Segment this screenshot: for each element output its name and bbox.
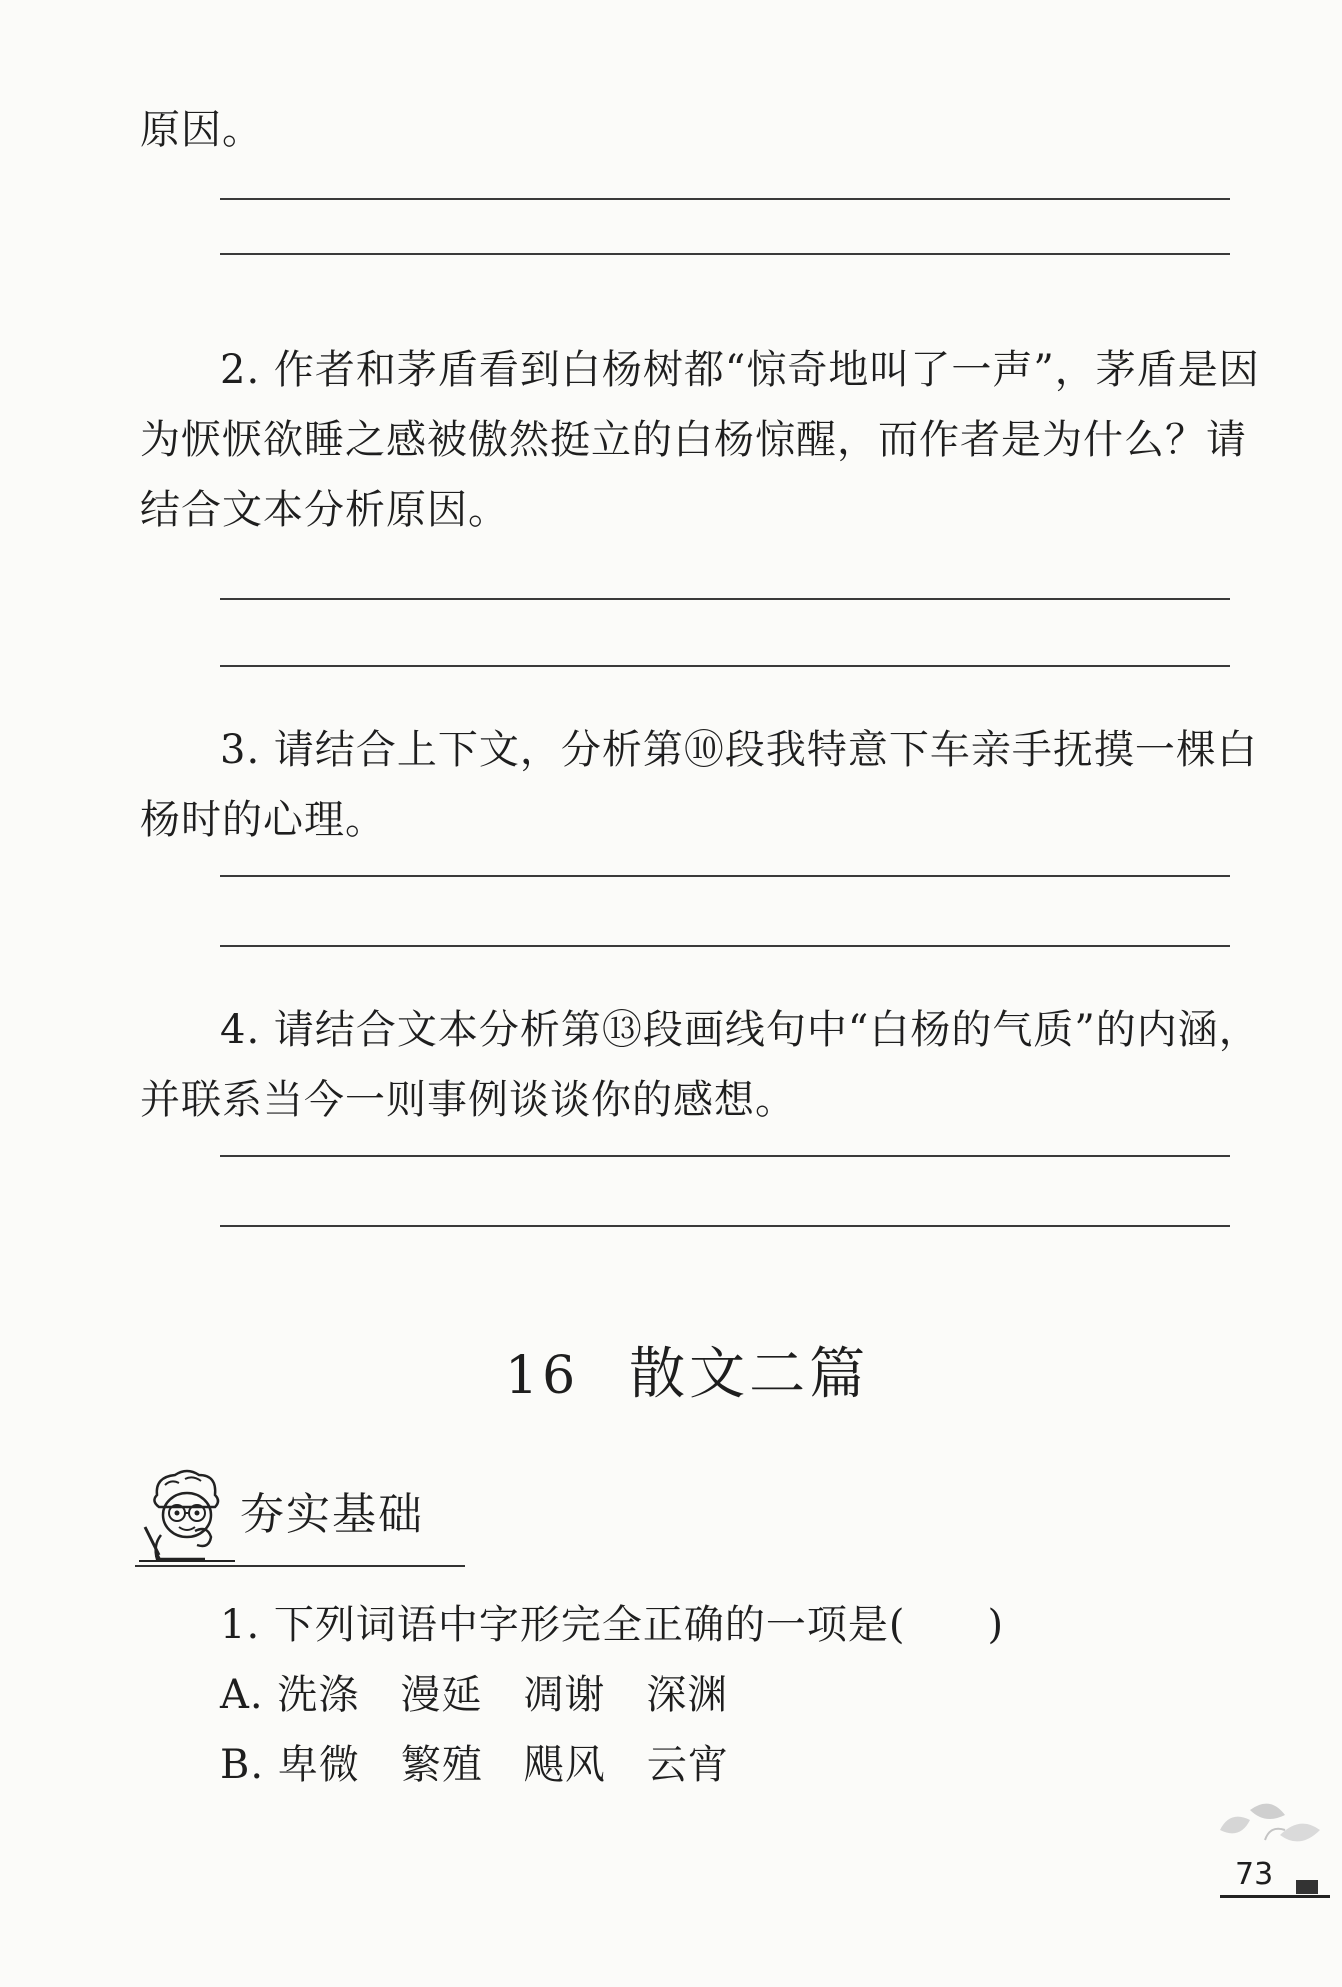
question-4-line-2: 并联系当今一则事例谈谈你的感想。 <box>140 1077 796 1123</box>
mcq-option-b[interactable]: B. 卑微 繁殖 飓风 云宵 <box>220 1742 729 1788</box>
answer-line[interactable] <box>220 1225 1230 1227</box>
mcq-option-a[interactable]: A. 洗涤 漫延 凋谢 深渊 <box>220 1672 729 1718</box>
lesson-name: 散文二篇 <box>629 1342 870 1407</box>
answer-line[interactable] <box>220 875 1230 877</box>
section-label: 夯实基础 <box>240 1489 424 1540</box>
answer-line[interactable] <box>220 253 1230 255</box>
page-number-rule <box>1220 1895 1330 1898</box>
question-3-line-2: 杨时的心理。 <box>140 797 386 843</box>
mcq-stem: 1. 下列词语中字形完全正确的一项是( ) <box>220 1602 1005 1648</box>
section-header <box>135 1465 465 1575</box>
student-writing-icon <box>135 1465 240 1570</box>
lesson-title <box>505 1335 869 1416</box>
question-2-line-1: 2. 作者和茅盾看到白杨树都“惊奇地叫了一声”，茅盾是因 <box>220 347 1260 393</box>
answer-line[interactable] <box>220 198 1230 200</box>
page-number-marker <box>1296 1880 1318 1894</box>
lesson-number: 16 <box>505 1346 580 1406</box>
answer-line[interactable] <box>220 945 1230 947</box>
answer-line[interactable] <box>220 598 1230 600</box>
question-2-line-2: 为恹恹欲睡之感被傲然挺立的白杨惊醒，而作者是为什么？请 <box>140 417 1247 463</box>
page-number: 73 <box>1235 1857 1274 1892</box>
question-2-line-3: 结合文本分析原因。 <box>140 487 509 533</box>
section-underline <box>135 1565 465 1567</box>
question-3-line-1: 3. 请结合上下文，分析第⑩段我特意下车亲手抚摸一棵白 <box>220 727 1258 773</box>
leaf-decoration-icon <box>1210 1790 1330 1860</box>
answer-line[interactable] <box>220 665 1230 667</box>
question-4-line-1: 4. 请结合文本分析第⑬段画线句中“白杨的气质”的内涵， <box>220 1007 1260 1053</box>
continuation-text: 原因。 <box>140 107 263 153</box>
answer-line[interactable] <box>220 1155 1230 1157</box>
